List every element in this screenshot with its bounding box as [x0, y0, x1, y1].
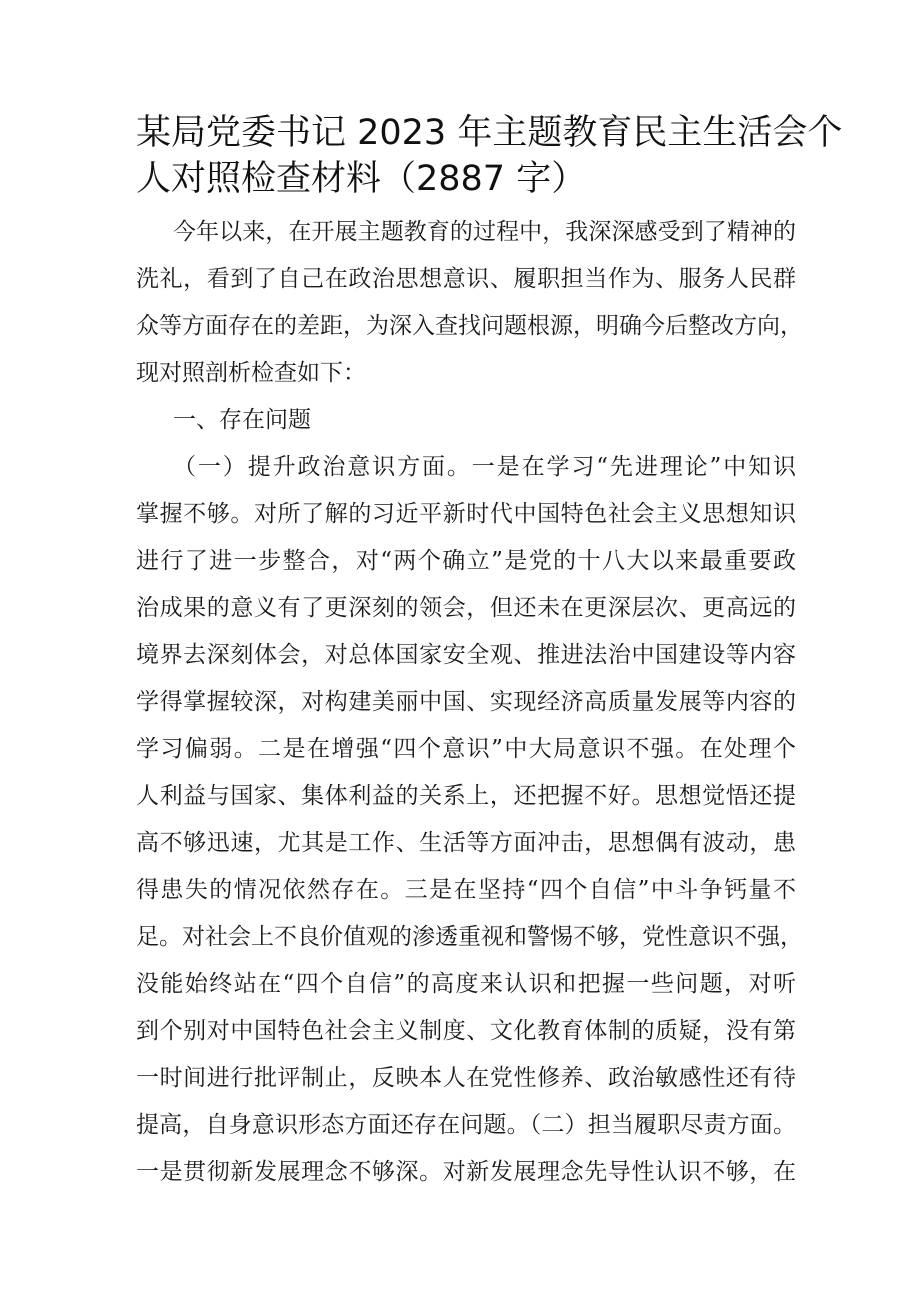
- document-body: [136, 209, 803, 1196]
- paragraph-line: 没能始终站在“四个自信”的高度来认识和把握一些问题，对听: [136, 971, 796, 997]
- paragraph-line: 掌握不够。对所了解的习近平新时代中国特色社会主义思想知识: [136, 501, 796, 527]
- document-title: [136, 110, 843, 202]
- paragraph-line: 到个别对中国特色社会主义制度、文化教育体制的质疑，没有第: [136, 1018, 796, 1044]
- paragraph-line: 学得掌握较深，对构建美丽中国、实现经济高质量发展等内容的: [136, 689, 796, 715]
- paragraph-line: 洗礼，看到了自己在政治思想意识、履职担当作为、服务人民群: [136, 266, 796, 292]
- paragraph-line: 治成果的意义有了更深刻的领会，但还未在更深层次、更高远的: [136, 595, 796, 621]
- paragraph-line: 一是贯彻新发展理念不够深。对新发展理念先导性认识不够，在: [136, 1159, 796, 1185]
- paragraph-line: 现对照剖析检查如下：: [136, 360, 366, 386]
- paragraph-line: 进行了进一步整合，对“两个确立”是党的十八大以来最重要政: [136, 548, 796, 574]
- section-heading: 一、存在问题: [173, 407, 311, 433]
- paragraph-line: 境界去深刻体会，对总体国家安全观、推进法治中国建设等内容: [136, 642, 796, 668]
- paragraph-line: 一时间进行批评制止，反映本人在党性修养、政治敏感性还有待: [136, 1065, 796, 1091]
- title-line: 某局党委书记 2023 年主题教育民主生活会个: [136, 113, 843, 153]
- paragraph-line: 学习偏弱。二是在增强“四个意识”中大局意识不强。在处理个: [136, 736, 796, 762]
- paragraph-line: 众等方面存在的差距，为深入查找问题根源，明确今后整改方向，: [136, 313, 803, 339]
- paragraph-line: 得患失的情况依然存在。三是在坚持“四个自信”中斗争钙量不: [136, 877, 796, 903]
- paragraph-line: （一）提升政治意识方面。一是在学习“先进理论”中知识: [173, 454, 796, 480]
- paragraph-line: 足。对社会上不良价值观的渗透重视和警惕不够，党性意识不强，: [136, 924, 803, 950]
- paragraph-line: 今年以来，在开展主题教育的过程中，我深深感受到了精神的: [173, 219, 796, 245]
- title-line: 人对照检查材料（2887 字）: [136, 159, 587, 199]
- paragraph-line: 高不够迅速，尤其是工作、生活等方面冲击，思想偶有波动，患: [136, 830, 796, 856]
- paragraph-line: 人利益与国家、集体利益的关系上，还把握不好。思想觉悟还提: [136, 783, 796, 809]
- paragraph-line: 提高，自身意识形态方面还存在问题。（二）担当履职尽责方面。: [136, 1112, 796, 1138]
